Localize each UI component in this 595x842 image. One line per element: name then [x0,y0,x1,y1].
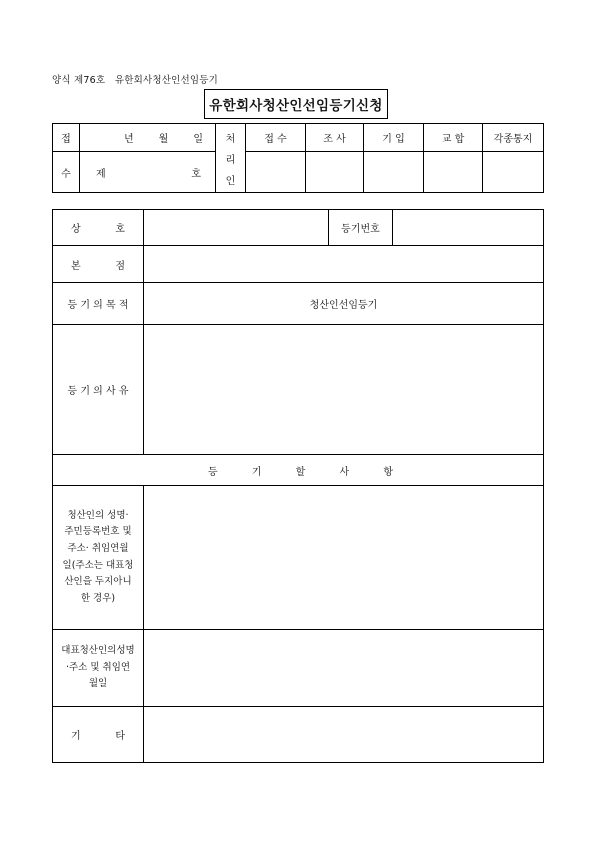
branch-char: 점 [115,260,125,272]
liquidator-field[interactable] [144,486,544,630]
handler-char: 처 [225,133,236,145]
liquidator-label-line: 주소· 취임연월 [67,542,129,554]
cell-check[interactable] [424,152,483,193]
cell-notices[interactable] [483,152,544,193]
reception-table [52,123,544,193]
date-year-label: 년 [124,134,134,145]
matters-header [53,455,544,486]
purpose-value[interactable]: 청산인선임등기 [144,283,544,325]
col-header-notices: 각종통지 [483,124,544,152]
date-day-label: 일 [193,134,203,145]
handler-label [216,124,246,193]
other-field[interactable] [144,707,544,763]
matters-char: 등 [208,466,218,478]
matters-char: 기 [251,466,262,478]
receipt-date [80,124,216,152]
liquidator-label-line: 청산인의 성명· [67,509,129,521]
other-label [53,707,144,763]
reg-number-field[interactable] [393,210,544,246]
rep-liquidator-label-line: 월일 [88,678,108,690]
cell-entry[interactable] [364,152,424,193]
branch-label [53,246,144,283]
col-header-entry: 기 입 [364,124,424,152]
liquidator-label [53,486,144,630]
reason-field[interactable] [144,325,544,455]
matters-char: 할 [295,466,306,478]
handler-char: 리 [225,154,236,166]
purpose-label: 등 기 의 목 적 [53,283,144,325]
liquidator-label-line: 주민등록번호 및 [64,526,132,538]
liquidator-label-line: 일(주소는 대표청 [62,559,134,571]
rep-liquidator-label [53,630,144,707]
handler-char: 인 [225,175,236,187]
reg-number-label: 등기번호 [329,210,393,246]
receipt-number [80,152,216,193]
receipt-label-bottom: 수 [53,152,80,193]
liquidator-label-line: 산인을 두지아니 [64,576,132,588]
branch-field[interactable] [144,246,544,283]
trade-name-char: 상 [71,224,81,235]
trade-name-field[interactable] [144,210,329,246]
cell-review[interactable] [306,152,364,193]
matters-char: 사 [339,466,350,478]
branch-char: 본 [71,260,81,272]
matters-char: 항 [383,466,393,478]
liquidator-label-line: 한 경우) [80,592,116,604]
number-suffix: 호 [191,168,201,180]
form-title: 유한회사청산인선임등기신청 [204,89,388,119]
rep-liquidator-field[interactable] [144,630,544,707]
application-table [52,209,544,763]
other-char: 타 [115,731,125,742]
number-prefix: 제 [96,168,106,180]
date-month-label: 월 [158,134,169,145]
form-number: 양식 제76호 [52,75,106,86]
other-char: 기 [71,731,81,742]
reason-label: 등 기 의 사 유 [53,325,144,455]
col-header-receipt: 접 수 [246,124,306,152]
cell-receipt[interactable] [246,152,306,193]
col-header-check: 교 합 [424,124,483,152]
form-caption: 유한회사청산인선임등기 [114,75,219,86]
rep-liquidator-label-line: 대표청산인의성명 [61,645,135,657]
rep-liquidator-label-line: ·주소 및 취임연 [65,661,131,673]
trade-name-char: 호 [115,224,125,235]
col-header-review: 조 사 [306,124,364,152]
trade-name-label [53,210,144,246]
form-number-caption [52,72,218,86]
receipt-label-top: 접 [53,124,80,152]
